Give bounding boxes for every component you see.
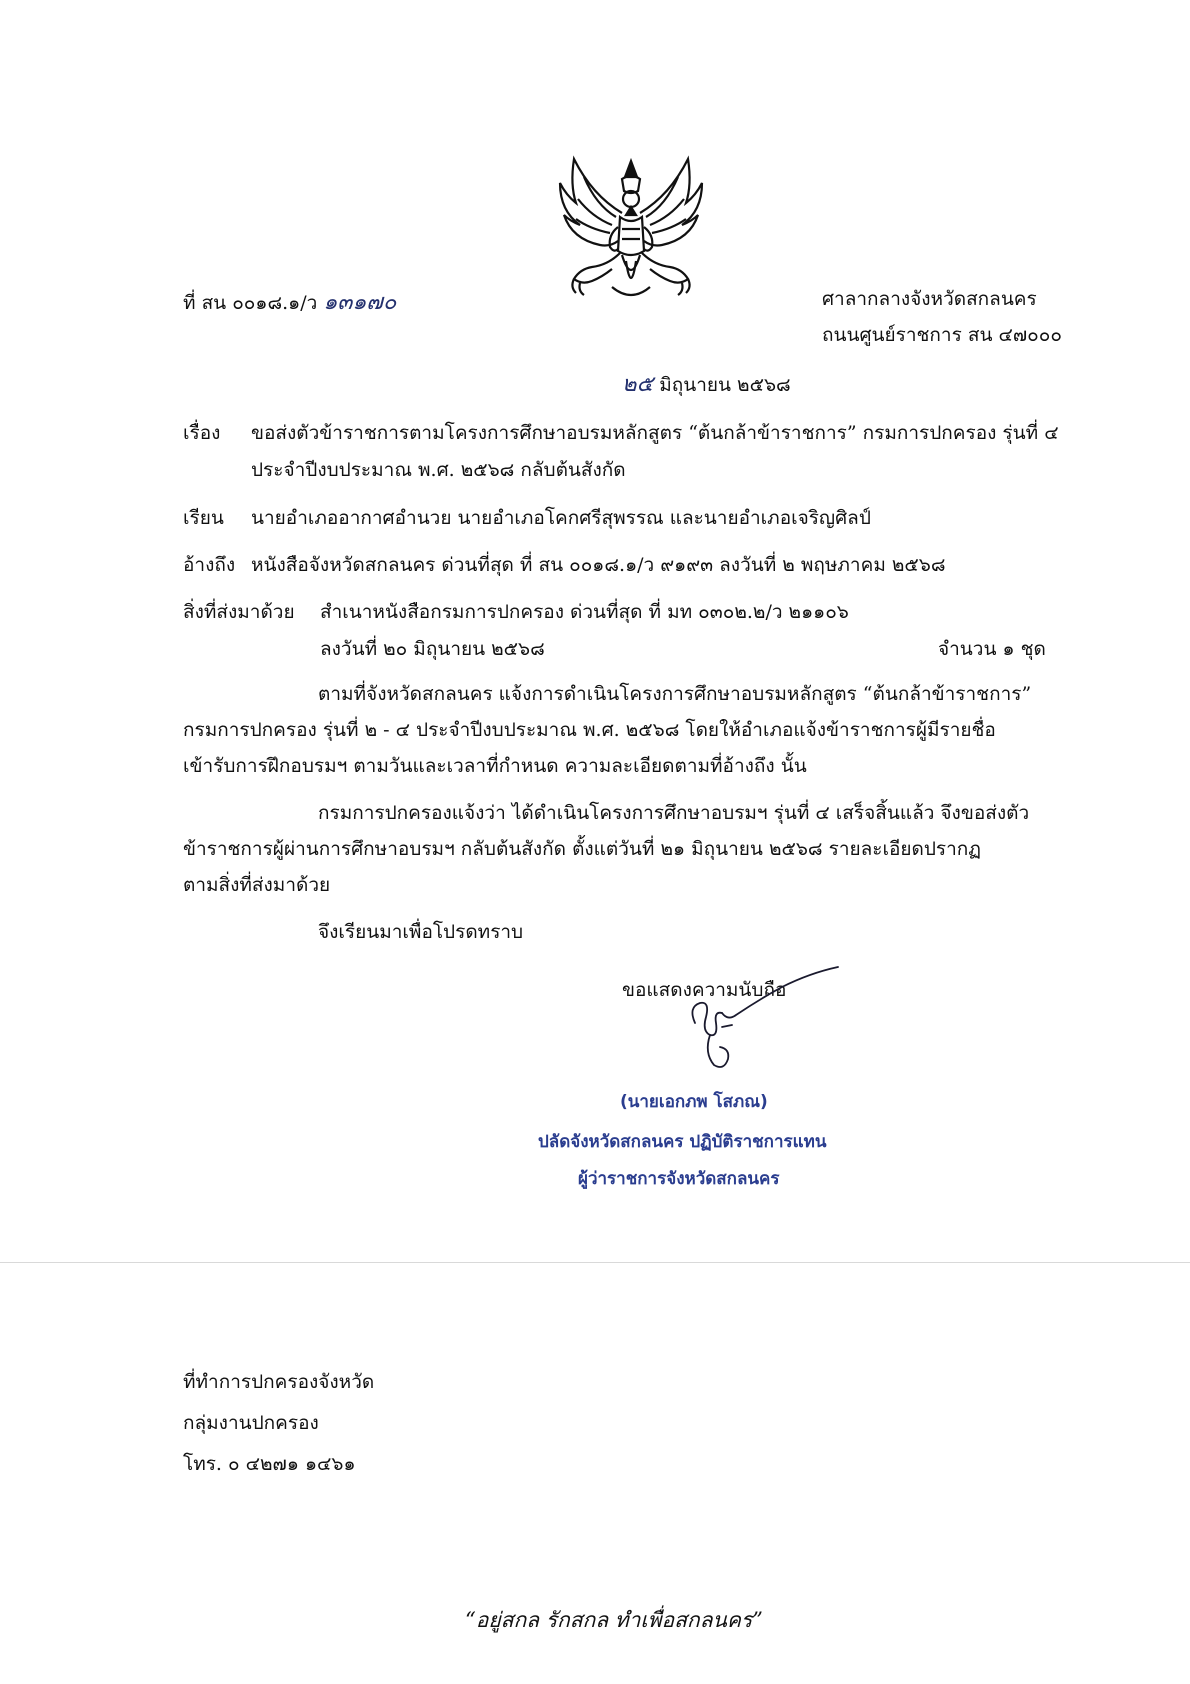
enclosure-line-1: สำเนาหนังสือกรมการปกครอง ด่วนที่สุด ที่ มท ๐๓๐๒.๒/ว ๒๑๑๐๖ [320, 601, 849, 623]
body-para3: จึงเรียนมาเพื่อโปรดทราบ [318, 921, 524, 943]
footer-group: กลุ่มงานปกครอง [183, 1412, 319, 1434]
garuda-emblem-icon [552, 155, 710, 305]
reference-text: หนังสือจังหวัดสกลนคร ด่วนที่สุด ที่ สน ๐๐๑๘.๑/ว ๙๑๙๓ ลงวันที่ ๒ พฤษภาคม ๒๕๖๘ [251, 554, 946, 576]
footer-office: ที่ทำการปกครองจังหวัด [183, 1371, 375, 1393]
page-fold-line [0, 1262, 1190, 1263]
reference-label: อ้างถึง [183, 554, 236, 576]
org-name: ศาลากลางจังหวัดสกลนคร [822, 288, 1037, 310]
enclosure-quantity: จำนวน ๑ ชุด [938, 638, 1046, 660]
enclosure-label: สิ่งที่ส่งมาด้วย [183, 601, 295, 623]
signer-title-2: ผู้ว่าราชการจังหวัดสกลนคร [578, 1169, 780, 1189]
recipient-label: เรียน [183, 507, 224, 529]
reference-number-handwritten: ๑๓๑๗๐ [323, 290, 397, 315]
document-reference [183, 284, 396, 319]
subject-line-2: ประจำปีงบประมาณ พ.ศ. ๒๕๖๘ กลับต้นสังกัด [251, 459, 626, 481]
date-month-year: มิถุนายน ๒๕๖๘ [659, 374, 791, 396]
org-address: ถนนศูนย์ราชการ สน ๔๗๐๐๐ [822, 324, 1062, 346]
signer-name: (นายเอกภพ โสภณ) [620, 1092, 768, 1112]
body-para2-line2: ข้าราชการผู้ผ่านการศึกษาอบรมฯ กลับต้นสังกัด ตั้งแต่วันที่ ๒๑ มิถุนายน ๒๕๖๘ รายละเอียดปรากฏ [183, 838, 982, 860]
body-para2-line1: กรมการปกครองแจ้งว่า ได้ดำเนินโครงการศึกษาอบรมฯ รุ่นที่ ๔ เสร็จสิ้นแล้ว จึงขอส่งตัว [318, 802, 1030, 824]
closing-regards: ขอแสดงความนับถือ [622, 979, 787, 1001]
subject-line-1: ขอส่งตัวข้าราชการตามโครงการศึกษาอบรมหลักสูตร “ต้นกล้าข้าราชการ” กรมการปกครอง รุ่นที่ ๔ [251, 422, 1059, 444]
body-para2-line3: ตามสิ่งที่ส่งมาด้วย [183, 874, 331, 896]
footer-slogan: “อยู่สกล รักสกล ทำเพื่อสกลนคร” [465, 1608, 763, 1632]
body-para1-line3: เข้ารับการฝึกอบรมฯ ตามวันและเวลาที่กำหนด ความละเอียดตามที่อ้างถึง นั้น [183, 755, 807, 777]
signature-icon [670, 965, 870, 1075]
body-para1-line2: กรมการปกครอง รุ่นที่ ๒ - ๔ ประจำปีงบประมาณ พ.ศ. ๒๕๖๘ โดยให้อำเภอแจ้งข้าราชการผู้มีรายชื่อ [183, 719, 996, 741]
date-day-handwritten: ๒๕ [622, 372, 654, 397]
footer-phone: โทร. ๐ ๔๒๗๑ ๑๔๖๑ [183, 1453, 356, 1475]
reference-prefix: ที่ สน ๐๐๑๘.๑/ว [183, 292, 318, 314]
signer-title-1: ปลัดจังหวัดสกลนคร ปฏิบัติราชการแทน [538, 1132, 827, 1152]
document-date [622, 366, 791, 401]
body-para1-line1: ตามที่จังหวัดสกลนคร แจ้งการดำเนินโครงการศึกษาอบรมหลักสูตร “ต้นกล้าข้าราชการ” [318, 683, 1032, 705]
subject-label: เรื่อง [183, 422, 221, 444]
enclosure-line-2: ลงวันที่ ๒๐ มิถุนายน ๒๕๖๘ [320, 638, 545, 660]
recipient-text: นายอำเภออากาศอำนวย นายอำเภอโคกศรีสุพรรณ และนายอำเภอเจริญศิลป์ [251, 507, 871, 529]
